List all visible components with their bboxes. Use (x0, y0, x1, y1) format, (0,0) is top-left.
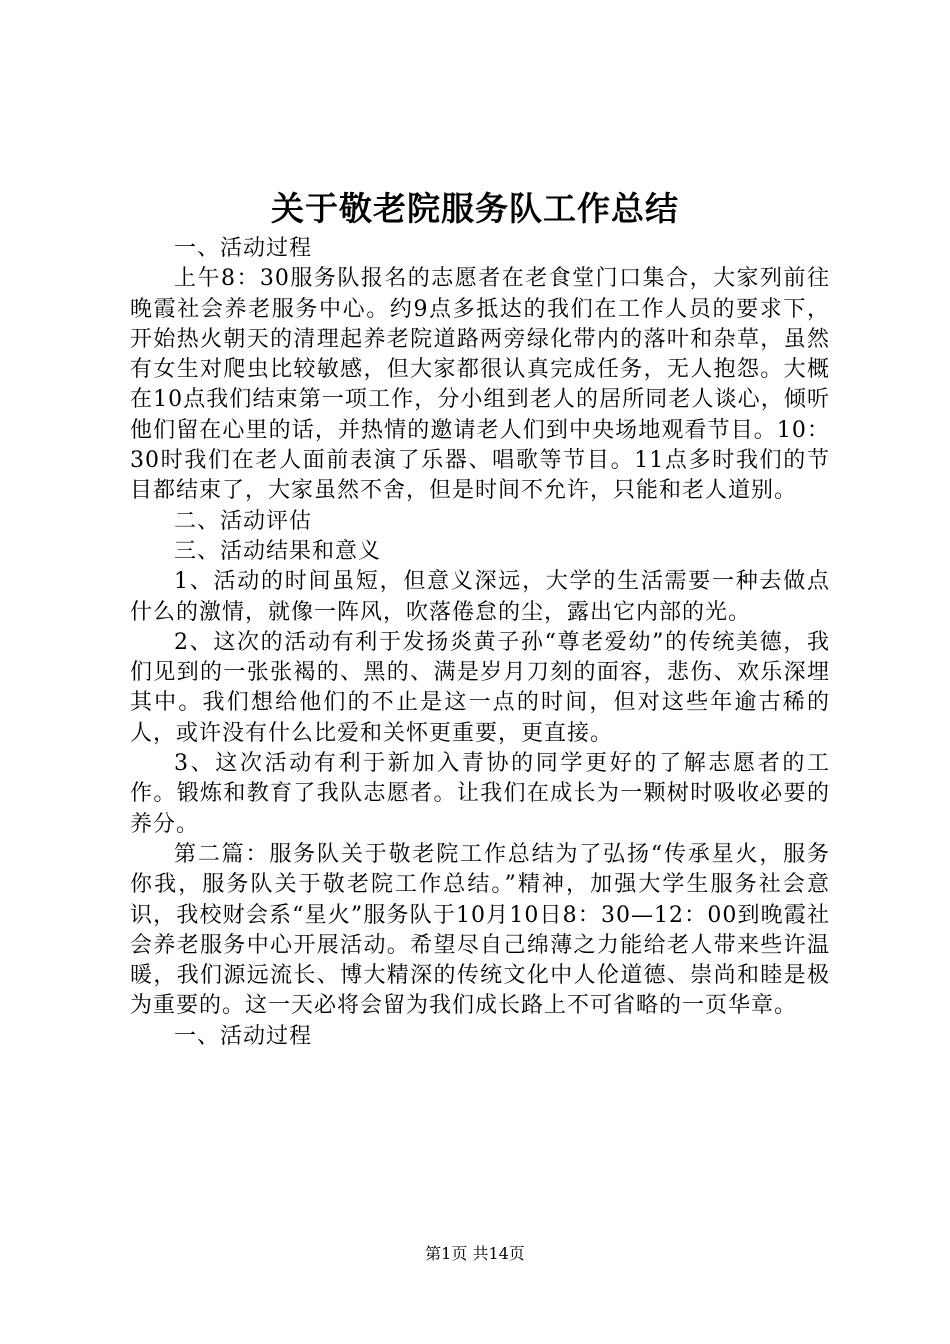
section-heading-results: 三、活动结果和意义 (174, 538, 382, 564)
document-body (130, 234, 830, 1052)
section-heading-process: 一、活动过程 (174, 236, 313, 261)
paragraph-result-2: 2、这次的活动有利于发扬炎黄子孙“尊老爱幼”的传统美德，我们见到的一张张褐的、黑的、满是岁月刀刻的面容，悲伤、欢乐深埋其中。我们想给他们的不止是这一点的时间，但对这些年逾古稀的人，或许没有什么比爱和关怀更重要，更直接。 (130, 629, 830, 746)
paragraph-process-detail: 上午8：30服务队报名的志愿者在老食堂门口集合，大家列前往晚霞社会养老服务中心。约9点多抵达的我们在工作人员的要求下，开始热火朝天的清理起养老院道路两旁绿化带内的落叶和杂草，虽然有女生对爬虫比较敏感，但大家都很认真完成任务，无人抱怨。大概在10点我们结束第一项工作，分小组到老人的居所同老人谈心，倾听他们留在心里的话，并热情的邀请老人们到中央场地观看节目。10：30时我们在老人面前表演了乐器、唱歌等节目。11点多时我们的节目都结束了，大家虽然不舍，但是时间不允许，只能和老人道别。 (130, 266, 830, 504)
paragraph-second-article: 第二篇：服务队关于敬老院工作总结为了弘扬“传承星火，服务你我，服务队关于敬老院工作总结。”精神，加强大学生服务社会意识，我校财会系“星火”服务队于10月10日8：30—12：00到晚霞社会养老服务中心开展活动。希望尽自己绵薄之力能给老人带来些许温暖，我们源远流长、博大精深的传统文化中人伦道德、崇尚和睦是极为重要的。这一天必将会留为我们成长路上不可省略的一页华章。 (130, 841, 830, 1019)
paragraph-result-1: 1、活动的时间虽短，但意义深远，大学的生活需要一种去做点什么的激情，就像一阵风，吹落倦怠的尘，露出它内部的光。 (130, 569, 830, 625)
section-heading-evaluation: 二、活动评估 (174, 508, 313, 534)
document-title: 关于敬老院服务队工作总结 (271, 189, 679, 228)
page-number-footer: 第1页 共14页 (425, 1244, 525, 1263)
paragraph-result-3: 3、这次活动有利于新加入青协的同学更好的了解志愿者的工作。锻炼和教育了我队志愿者。让我们在成长为一颗树时吸收必要的养分。 (130, 751, 830, 837)
section-heading-process-2: 一、活动过程 (174, 1023, 313, 1049)
